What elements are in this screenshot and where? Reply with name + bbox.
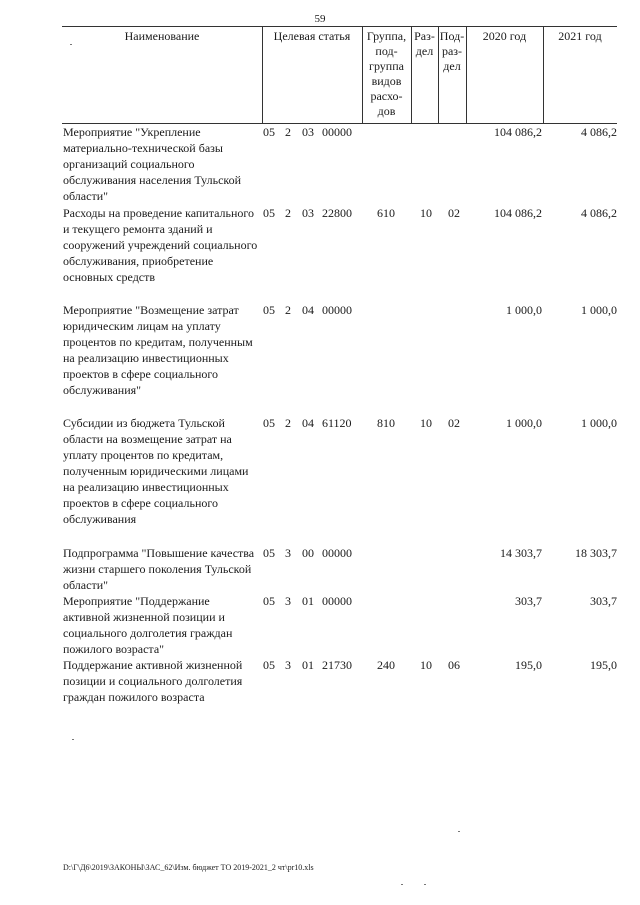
- row-program-code: 05: [263, 416, 275, 430]
- header-podrazdel: Под- раз- дел: [439, 29, 465, 73]
- row-main-code: 00: [302, 546, 314, 560]
- scan-speck: [72, 739, 74, 740]
- row-amount-2021: 4 086,2: [581, 206, 617, 220]
- row-amount-2021: 1 000,0: [581, 303, 617, 317]
- row-razdel: 10: [420, 416, 432, 430]
- row-amount-2020: 104 086,2: [494, 125, 542, 139]
- row-main-code: 01: [302, 594, 314, 608]
- row-name: Субсидии из бюджета Тульской области на возмещение затрат на уплату процентов по кредитам, полученным юридическими лицами на реализацию инвестиционных проектов в сфере социального обслуживания: [63, 416, 249, 526]
- row-direction-code: 00000: [322, 125, 352, 139]
- row-subprogram-code: 2: [285, 303, 291, 317]
- header-group: Группа, под- группа видов расхо- дов: [366, 29, 407, 118]
- row-amount-2021: 18 303,7: [575, 546, 617, 560]
- row-amount-2020: 303,7: [515, 594, 542, 608]
- row-subprogram-code: 3: [285, 546, 291, 560]
- row-amount-2021: 195,0: [590, 658, 617, 672]
- row-main-code: 03: [302, 125, 314, 139]
- row-amount-2020: 195,0: [515, 658, 542, 672]
- row-name: Мероприятие "Возмещение затрат юридическим лицам на уплату процентов по кредитам, полученным на реализацию инвестиционных проектов в сфере социального обслуживания": [63, 303, 253, 397]
- row-direction-code: 00000: [322, 594, 352, 608]
- row-name: Подпрограмма "Повышение качества жизни старшего поколения Тульской области": [63, 546, 255, 592]
- row-name: Расходы на проведение капитального и текущего ремонта зданий и сооружений учреждений социального обслуживания, приобретение основных средств: [63, 206, 258, 284]
- footer-file-path: D:\Г\Д6\2019\ЗАКОНЫ\ЗАС_62\Изм. бюджет ТО 2019-2021_2 чт\pr10.xls: [63, 863, 314, 872]
- scan-speck: [70, 44, 72, 45]
- scan-speck: [458, 831, 460, 832]
- row-program-code: 05: [263, 125, 275, 139]
- row-amount-2021: 303,7: [590, 594, 617, 608]
- scan-speck: [401, 884, 403, 885]
- row-amount-2020: 1 000,0: [506, 303, 542, 317]
- row-main-code: 01: [302, 658, 314, 672]
- row-podrazdel: 02: [448, 416, 460, 430]
- row-direction-code: 00000: [322, 546, 352, 560]
- row-program-code: 05: [263, 594, 275, 608]
- header-target: Целевая статья: [273, 29, 351, 43]
- row-main-code: 04: [302, 303, 314, 317]
- row-group: 810: [377, 416, 395, 430]
- row-amount-2021: 4 086,2: [581, 125, 617, 139]
- header-top-border: [62, 26, 617, 27]
- row-podrazdel: 02: [448, 206, 460, 220]
- row-group: 240: [377, 658, 395, 672]
- row-amount-2020: 1 000,0: [506, 416, 542, 430]
- row-main-code: 04: [302, 416, 314, 430]
- row-amount-2021: 1 000,0: [581, 416, 617, 430]
- row-name: Поддержание активной жизненной позиции и социального долголетия граждан пожилого возраста: [63, 658, 243, 704]
- header-year-2020: 2020 год: [482, 29, 527, 43]
- header-razdel: Раз- дел: [414, 29, 435, 58]
- row-subprogram-code: 3: [285, 594, 291, 608]
- header-year-2021: 2021 год: [558, 29, 602, 43]
- row-name: Мероприятие "Поддержание активной жизненной позиции и социального долголетия граждан пожилого возраста": [63, 594, 233, 656]
- row-amount-2020: 104 086,2: [494, 206, 542, 220]
- row-subprogram-code: 2: [285, 206, 291, 220]
- row-program-code: 05: [263, 303, 275, 317]
- row-program-code: 05: [263, 658, 275, 672]
- row-program-code: 05: [263, 546, 275, 560]
- row-subprogram-code: 2: [285, 416, 291, 430]
- row-program-code: 05: [263, 206, 275, 220]
- row-group: 610: [377, 206, 395, 220]
- page-number: 59: [314, 13, 326, 25]
- header-name: Наименование: [124, 29, 200, 43]
- row-direction-code: 00000: [322, 303, 352, 317]
- row-razdel: 10: [420, 658, 432, 672]
- row-subprogram-code: 3: [285, 658, 291, 672]
- row-direction-code: 61120: [322, 416, 352, 430]
- row-podrazdel: 06: [448, 658, 460, 672]
- scan-speck: [424, 884, 426, 885]
- row-direction-code: 21730: [322, 658, 352, 672]
- row-amount-2020: 14 303,7: [500, 546, 542, 560]
- row-razdel: 10: [420, 206, 432, 220]
- row-main-code: 03: [302, 206, 314, 220]
- row-name: Мероприятие "Укрепление материально-технической базы организаций социального обслуживания населения Тульской области": [63, 125, 242, 203]
- row-direction-code: 22800: [322, 206, 352, 220]
- row-subprogram-code: 2: [285, 125, 291, 139]
